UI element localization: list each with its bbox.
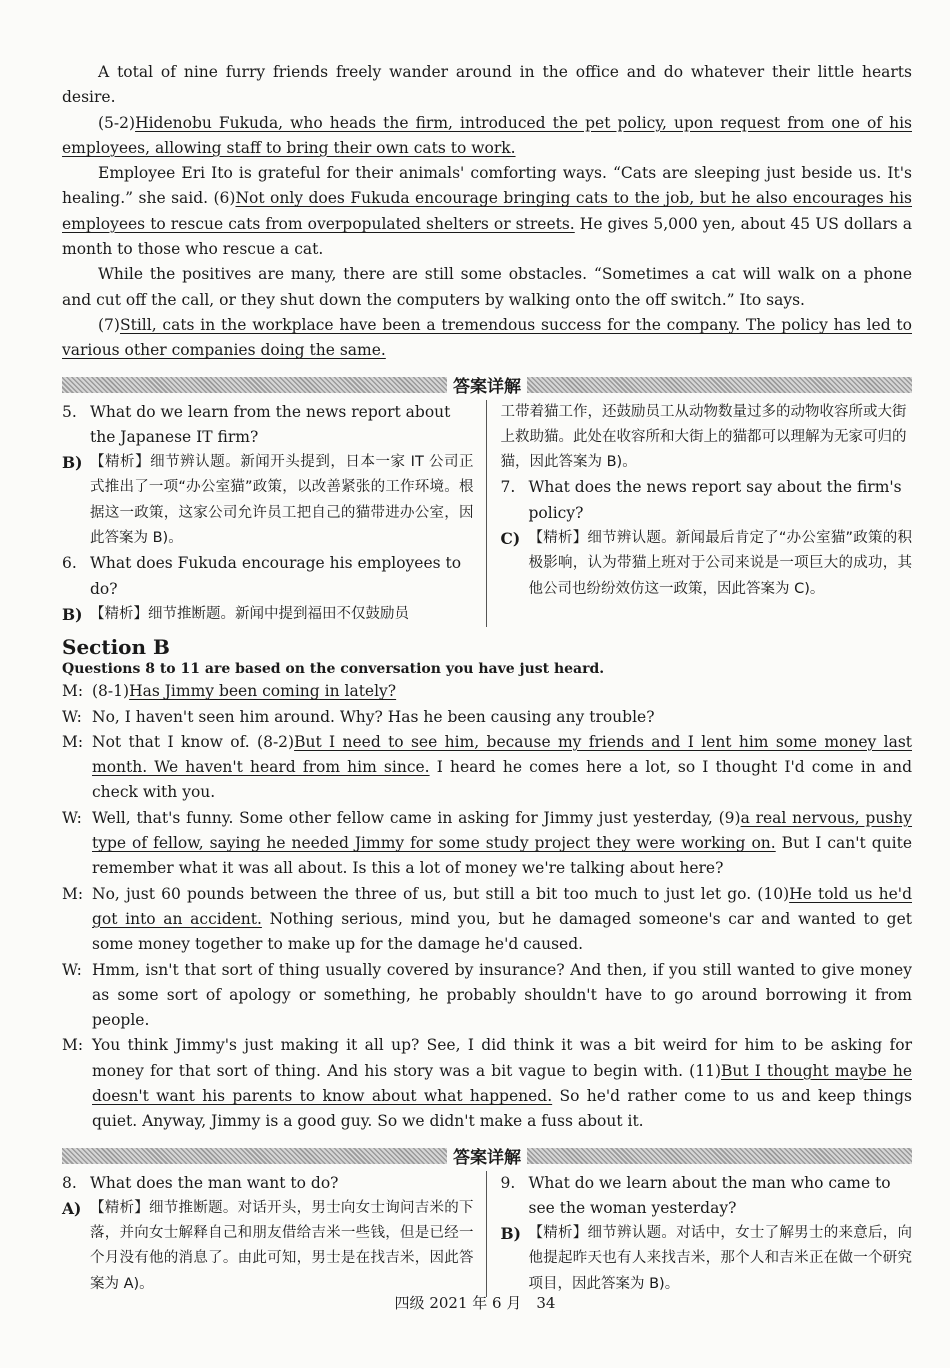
decorative-stripe bbox=[62, 1148, 447, 1164]
answer-section-header bbox=[62, 374, 912, 396]
section-instruction: Questions 8 to 11 are based on the conversation you have just heard. bbox=[62, 661, 605, 678]
answer-column-right bbox=[487, 1171, 913, 1297]
decorative-stripe bbox=[527, 377, 912, 393]
passage-paragraph bbox=[62, 161, 912, 262]
question-number: 6. bbox=[62, 554, 77, 573]
dialogue-text: No, just 60 pounds between the three of us, but still a bit too much to just let go. (10) bbox=[92, 884, 790, 903]
question-text: What do we learn from the news report about the Japanese IT firm? bbox=[90, 402, 451, 446]
answer-columns bbox=[62, 400, 912, 628]
question-number: 9. bbox=[500, 1173, 516, 1192]
question-tag: (5-2) bbox=[98, 113, 136, 132]
speaker-label: M: bbox=[62, 1036, 84, 1055]
answer-letter: B) bbox=[62, 604, 83, 624]
underlined-text: Hidenobu Fukuda, who heads the firm, introduced the pet policy, upon request from one of his employees, allowing staff to bring their own cats to work. bbox=[62, 113, 912, 157]
question-item bbox=[501, 1171, 913, 1222]
underlined-text: Not only does Fukuda encourage bringing cats to the job, but he also encourages his employees to rescue cats from overpopulated shelters or streets. bbox=[62, 189, 912, 233]
answer-item bbox=[501, 1221, 913, 1297]
answer-letter: A) bbox=[62, 1198, 82, 1218]
answer-column-left bbox=[62, 400, 487, 628]
answer-section-title: 答案详解 bbox=[453, 377, 521, 398]
underlined-text: a real nervous, pushy type of fellow, saying he needed Jimmy for some study project they were working on. bbox=[92, 808, 913, 853]
paragraph-text: Employee Eri Ito is grateful for their animals' comforting ways. “Cats are sleeping just beside us. It's healing.” she said. (6) bbox=[62, 164, 912, 208]
question-item bbox=[62, 551, 474, 602]
answer-explanation: 【精析】细节辨认题。对话中，女士了解男士的来意后，向他提起昨天也有人来找吉米，那个人和吉米正在做一个研究项目，因此答案为 B)。 bbox=[528, 1225, 912, 1292]
underlined-text: But I need to see him, because my friends and I lent him some money last month. We haven't heard from him since. bbox=[92, 732, 912, 777]
speaker-label: W: bbox=[62, 808, 82, 827]
answer-columns bbox=[62, 1171, 912, 1297]
dialogue-text: Hmm, isn't that sort of thing usually covered by insurance? And then, if you still wanted to give money as some sort of apology or something, he probably shouldn't have to go around borrowing it from people. bbox=[92, 960, 912, 1030]
question-text: What does the man want to do? bbox=[90, 1173, 339, 1192]
dialogue-text: Not that I know of. (8-2) bbox=[92, 732, 295, 751]
page-content bbox=[62, 60, 912, 1297]
dialogue-text: But I can't quite remember what it was all about. Is this a lot of money we're talking about here? bbox=[92, 834, 912, 878]
dialogue-line bbox=[62, 806, 912, 882]
decorative-stripe bbox=[527, 1148, 912, 1164]
paragraph-text: He gives 5,000 yen, about 45 US dollars a month to those who rescue a cat. bbox=[62, 214, 913, 259]
question-item bbox=[501, 475, 913, 526]
answer-column-left bbox=[62, 1171, 487, 1297]
passage-paragraph: While the positives are many, there are still some obstacles. “Sometimes a cat will walk on a phone and cut off the call, or they shut down the computers by walking onto the off switch.” Ito says. bbox=[62, 265, 912, 309]
speaker-label: M: bbox=[62, 682, 84, 701]
answer-explanation: 【精析】细节辨认题。新闻最后肯定了“办公室猫”政策的积极影响，认为带猫上班对于公司来说是一项巨大的成功，其他公司也纷纷效仿这一政策，因此答案为 C)。 bbox=[528, 530, 912, 597]
question-item bbox=[62, 1171, 474, 1196]
dialogue-text: Well, that's funny. Some other fellow came in asking for Jimmy just yesterday, (9) bbox=[92, 808, 741, 827]
question-tag: (8-1) bbox=[92, 682, 130, 701]
decorative-stripe bbox=[62, 377, 447, 393]
question-item bbox=[62, 400, 474, 451]
page-footer: 四级 2021 年 6 月 34 bbox=[394, 1294, 556, 1312]
underlined-text: Has Jimmy been coming in lately? bbox=[129, 682, 397, 701]
answer-letter: B) bbox=[500, 1224, 521, 1244]
section-title: Section B bbox=[62, 635, 170, 660]
underlined-text: He told us he'd got into an accident. bbox=[92, 884, 912, 928]
answer-item bbox=[62, 602, 474, 627]
underlined-text: But I thought maybe he doesn't want his parents to know about what happened. bbox=[92, 1061, 912, 1105]
answer-section-title: 答案详解 bbox=[453, 1148, 521, 1169]
dialogue-text: You think Jimmy's just making it all up? See, I did think it was a bit weird for him to be asking for money for that sort of thing. And his story was a bit vague to begin with. (11) bbox=[92, 1036, 912, 1080]
answer-item bbox=[501, 526, 913, 602]
dialogue-text: So he'd rather come to us and keep things quiet. Anyway, Jimmy is a good guy. So we didn't make a fuss about it. bbox=[92, 1086, 912, 1131]
question-text: What do we learn about the man who came to see the woman yesterday? bbox=[528, 1173, 891, 1217]
answer-column-right bbox=[487, 400, 913, 628]
question-text: What does the news report say about the firm's policy? bbox=[528, 478, 902, 522]
dialogue-text: I heard he comes here a lot, so I thought I'd come in and check with you. bbox=[92, 758, 912, 802]
question-tag: (7) bbox=[98, 315, 120, 334]
answer-item bbox=[62, 450, 474, 551]
dialogue-line bbox=[62, 1033, 912, 1134]
question-number: 7. bbox=[500, 478, 516, 497]
answer-letter: B) bbox=[62, 453, 83, 473]
answer-section-header bbox=[62, 1145, 912, 1167]
dialogue-text: Nothing serious, mind you, but he damaged someone's car and wanted to get some money together to make up for the damage he'd caused. bbox=[92, 909, 912, 954]
speaker-label: W: bbox=[62, 960, 82, 979]
passage-paragraph bbox=[62, 313, 912, 364]
answer-explanation-continued: 工带着猫工作，还鼓励员工从动物数量过多的动物收容所或大街上救助猫。此处在收容所和大街上的猫都可以理解为无家可归的猫，因此答案为 B)。 bbox=[500, 403, 907, 471]
passage-paragraph: A total of nine furry friends freely wander around in the office and do whatever their little hearts desire. bbox=[62, 63, 912, 107]
speaker-label: M: bbox=[62, 732, 84, 751]
dialogue-line bbox=[62, 705, 912, 730]
speaker-label: W: bbox=[62, 707, 82, 726]
dialogue-line bbox=[62, 882, 912, 958]
answer-explanation: 【精析】细节推断题。对话开头，男士向女士询问吉米的下落，并向女士解释自己和朋友借给吉米一些钱，但是已经一个月没有他的消息了。由此可知，男士是在找吉米，因此答案为 A)。 bbox=[90, 1199, 474, 1292]
answer-explanation: 【精析】细节推断题。新闻中提到福田不仅鼓励员 bbox=[90, 605, 409, 622]
speaker-label: M: bbox=[62, 884, 84, 903]
dialogue-text: No, I haven't seen him around. Why? Has he been causing any trouble? bbox=[92, 707, 655, 726]
answer-explanation: 【精析】细节辨认题。新闻开头提到，日本一家 IT 公司正式推出了一项“办公室猫”政策，以改善紧张的工作环境。根据这一政策，这家公司允许员工把自己的猫带进办公室，因此答案为 B)。 bbox=[90, 454, 474, 547]
passage-paragraph bbox=[62, 111, 912, 162]
underlined-text: Still, cats in the workplace have been a tremendous success for the company. The policy has led to various other companies doing the same. bbox=[62, 315, 912, 360]
answer-letter: C) bbox=[500, 529, 521, 549]
question-number: 5. bbox=[62, 402, 77, 421]
dialogue-line bbox=[62, 730, 912, 806]
dialogue-line bbox=[62, 958, 912, 1034]
dialogue-line bbox=[62, 679, 912, 704]
question-number: 8. bbox=[62, 1173, 77, 1192]
question-text: What does Fukuda encourage his employees to do? bbox=[90, 554, 462, 598]
answer-item bbox=[62, 1196, 474, 1297]
